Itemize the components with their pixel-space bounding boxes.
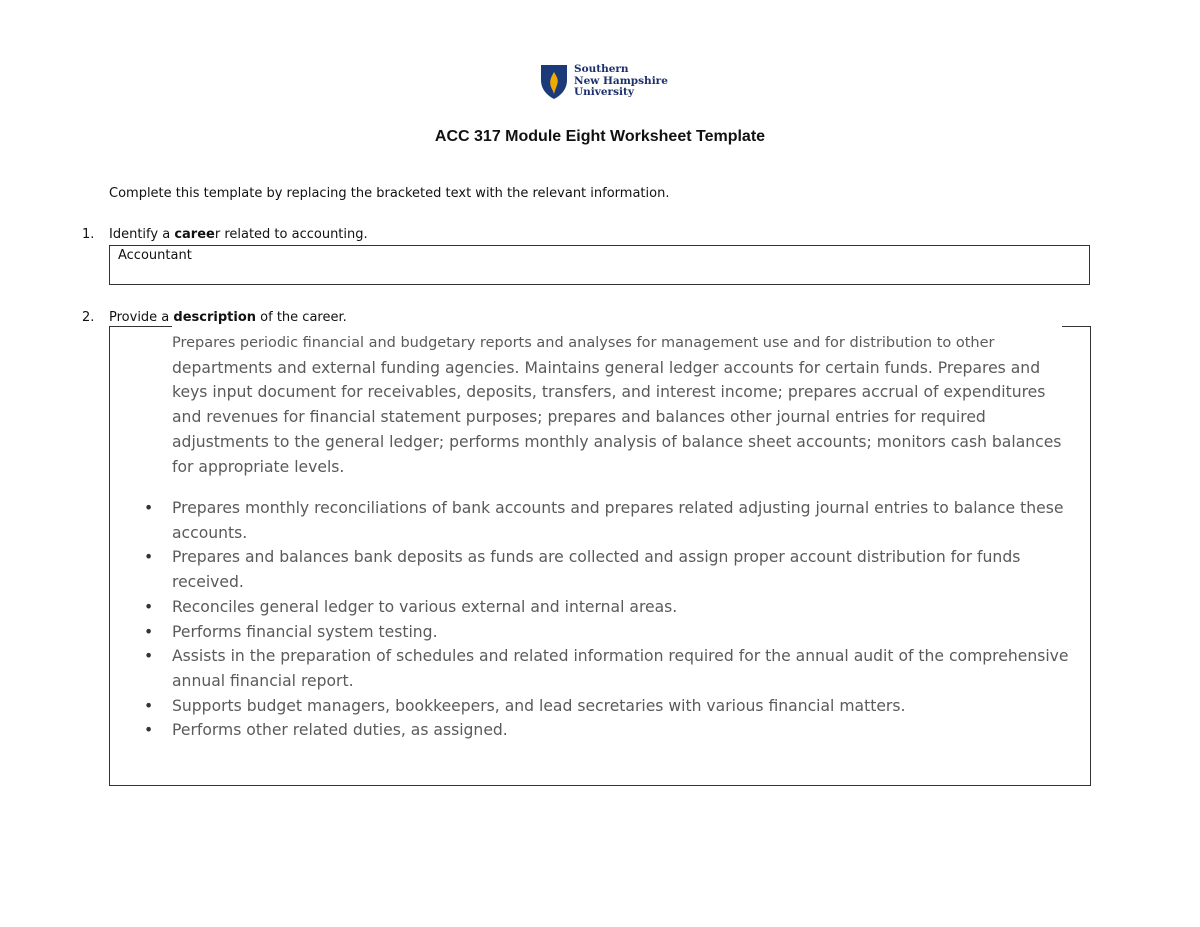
list-item: [140, 595, 1080, 620]
university-logo: [540, 64, 668, 100]
question-2-answer-rest: departments and external funding agencies. Maintains general ledger accounts for certain funds. Prepares and keys input document for receivables, deposits, transfers, and interest income; prepares accrual of expenditures and revenues for financial statement purposes; prepares and balances other journal entries for required adjustments to the general ledger; performs monthly analysis of balance sheet accounts; monitors cash balances for appropriate levels.: [172, 358, 1062, 476]
logo-line-3: University: [574, 86, 634, 98]
question-2-answer-paragraph[interactable]: [172, 330, 1077, 479]
question-2-prompt: [109, 310, 347, 325]
instructions-text: Complete this template by replacing the bracketed text with the relevant information.: [109, 186, 670, 201]
logo-line-2: New Hampshire: [574, 74, 668, 87]
logo-line-1: Southern: [574, 63, 629, 75]
question-2-box-top-border-right: [1062, 326, 1091, 327]
question-2-number: 2.: [82, 310, 95, 325]
list-item-text: Performs other related duties, as assigned.: [172, 721, 508, 740]
bullet-icon: •: [144, 721, 154, 740]
list-item-text: Assists in the preparation of schedules and related information required for the annual audit of the comprehensive annual financial report.: [172, 647, 1069, 690]
list-item-text: Prepares monthly reconciliations of bank accounts and prepares related adjusting journal entries to balance these accounts.: [172, 499, 1064, 542]
list-item: [140, 718, 1080, 743]
question-1-prompt-bold: caree: [174, 227, 215, 242]
list-item: [140, 620, 1080, 645]
question-2-duties-list[interactable]: [140, 496, 1080, 743]
list-item: [140, 496, 1080, 545]
logo-wordmark: [574, 64, 668, 99]
question-2-box-left-border: [109, 326, 110, 786]
bullet-icon: •: [144, 696, 154, 715]
question-2-box-bottom-border: [109, 785, 1091, 786]
question-1-prompt: [109, 227, 368, 242]
question-1-answer[interactable]: Accountant: [118, 248, 192, 263]
question-1-number: 1.: [82, 227, 95, 242]
list-item-text: Reconciles general ledger to various external and internal areas.: [172, 597, 678, 616]
question-2-prompt-end: of the career.: [256, 310, 347, 325]
question-2-prompt-bold: description: [173, 310, 257, 325]
bullet-icon: •: [144, 548, 154, 567]
list-item: [140, 545, 1080, 594]
bullet-icon: •: [144, 597, 154, 616]
list-item: [140, 694, 1080, 719]
question-1-prompt-start: Identify a: [109, 227, 175, 242]
list-item-text: Performs financial system testing.: [172, 622, 438, 641]
list-item: [140, 644, 1080, 693]
document-title: ACC 317 Module Eight Worksheet Template: [434, 128, 766, 145]
question-2-answer-first-line: Prepares periodic financial and budgetary reports and analyses for management use and for distribution to other: [172, 335, 995, 351]
question-1-prompt-end: r related to accounting.: [214, 227, 368, 242]
bullet-icon: •: [144, 622, 154, 641]
list-item-text: Supports budget managers, bookkeepers, and lead secretaries with various financial matters.: [172, 696, 906, 715]
question-2-box-right-border: [1090, 326, 1091, 786]
question-2-prompt-start: Provide a: [109, 310, 174, 325]
question-1-answer-box[interactable]: [109, 245, 1090, 285]
list-item-text: Prepares and balances bank deposits as funds are collected and assign proper account distribution for funds received.: [172, 548, 1021, 592]
question-2-box-top-border-left: [109, 326, 172, 327]
bullet-icon: •: [144, 499, 154, 517]
bullet-icon: •: [144, 647, 154, 666]
shield-flame-icon: [540, 64, 568, 100]
